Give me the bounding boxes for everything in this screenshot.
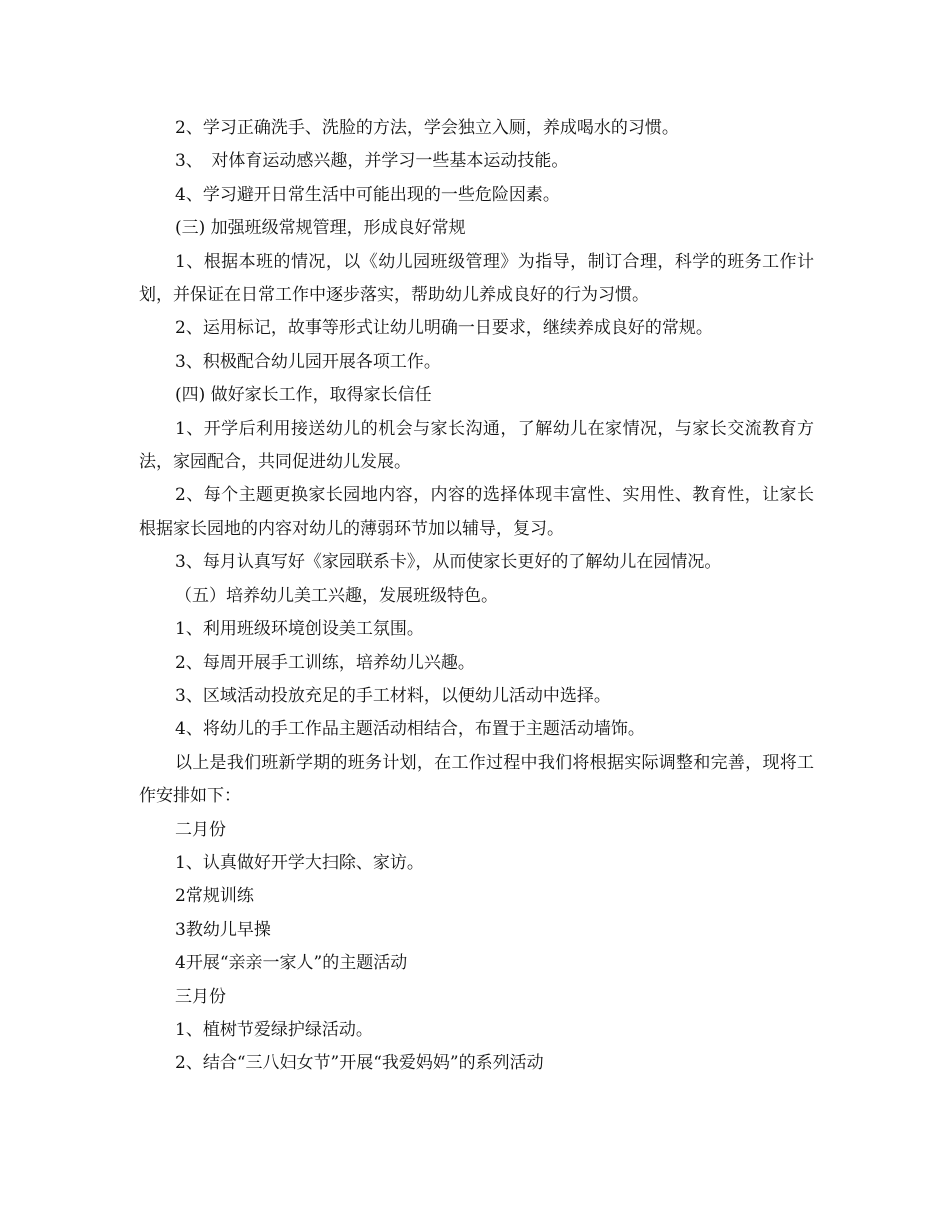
section-heading-4: (四) 做好家长工作，取得家长信任 <box>175 385 432 406</box>
paragraph-25: 2、结合“三八妇女节”开展“我爱妈妈”的系列活动 <box>175 1053 544 1074</box>
paragraph-16: 4、将幼儿的手工作品主题活动相结合，布置于主题活动墙饰。 <box>175 719 645 740</box>
paragraph-19: 1、认真做好开学大扫除、家访。 <box>175 852 424 873</box>
paragraph-2: 3、 对体育运动感兴趣，并学习一些基本运动技能。 <box>175 151 569 172</box>
month-heading-february: 二月份 <box>175 819 226 840</box>
paragraph-20: 2常规训练 <box>175 886 254 907</box>
paragraph-6: 2、运用标记，故事等形式让幼儿明确一日要求，继续养成良好的常规。 <box>175 318 713 339</box>
paragraph-11: 3、每月认真写好《家园联系卡》，从而使家长更好的了解幼儿在园情况。 <box>175 552 722 573</box>
paragraph-24: 1、植树节爱绿护绿活动。 <box>175 1019 373 1040</box>
section-heading-3: (三) 加强班级常规管理，形成良好常规 <box>175 218 466 239</box>
section-heading-5: （五）培养幼儿美工兴趣，发展班级特色。 <box>175 585 498 606</box>
paragraph-22: 4开展“亲亲一家人”的主题活动 <box>175 953 408 974</box>
paragraph-7: 3、积极配合幼儿园开展各项工作。 <box>175 351 441 372</box>
paragraph-21: 3教幼儿早操 <box>175 919 271 940</box>
paragraph-17: 以上是我们班新学期的班务计划，在工作过程中我们将根据实际调整和完善，现将工作安排如下： <box>139 752 814 807</box>
document-body <box>139 112 814 1081</box>
paragraph-3: 4、学习避开日常生活中可能出现的一些危险因素。 <box>175 184 560 205</box>
paragraph-10: 2、每个主题更换家长园地内容，内容的选择体现丰富性、实用性、教育性，让家长根据家长园地的内容对幼儿的薄弱环节加以辅导，复习。 <box>139 485 814 539</box>
paragraph-9: 1、开学后利用接送幼儿的机会与家长沟通，了解幼儿在家情况，与家长交流教育方法，家园配合，共同促进幼儿发展。 <box>139 418 814 473</box>
paragraph-5: 1、根据本班的情况，以《幼儿园班级管理》为指导，制订合理，科学的班务工作计划，并保证在日常工作中逐步落实，帮助幼儿养成良好的行为习惯。 <box>139 251 814 306</box>
month-heading-march: 三月份 <box>175 986 226 1007</box>
paragraph-1: 2、学习正确洗手、洗脸的方法，学会独立入厕，养成喝水的习惯。 <box>175 118 679 138</box>
paragraph-15: 3、区域活动投放充足的手工材料，以便幼儿活动中选择。 <box>175 685 611 706</box>
paragraph-14: 2、每周开展手工训练，培养幼儿兴趣。 <box>175 652 475 673</box>
paragraph-13: 1、利用班级环境创设美工氛围。 <box>175 619 424 640</box>
